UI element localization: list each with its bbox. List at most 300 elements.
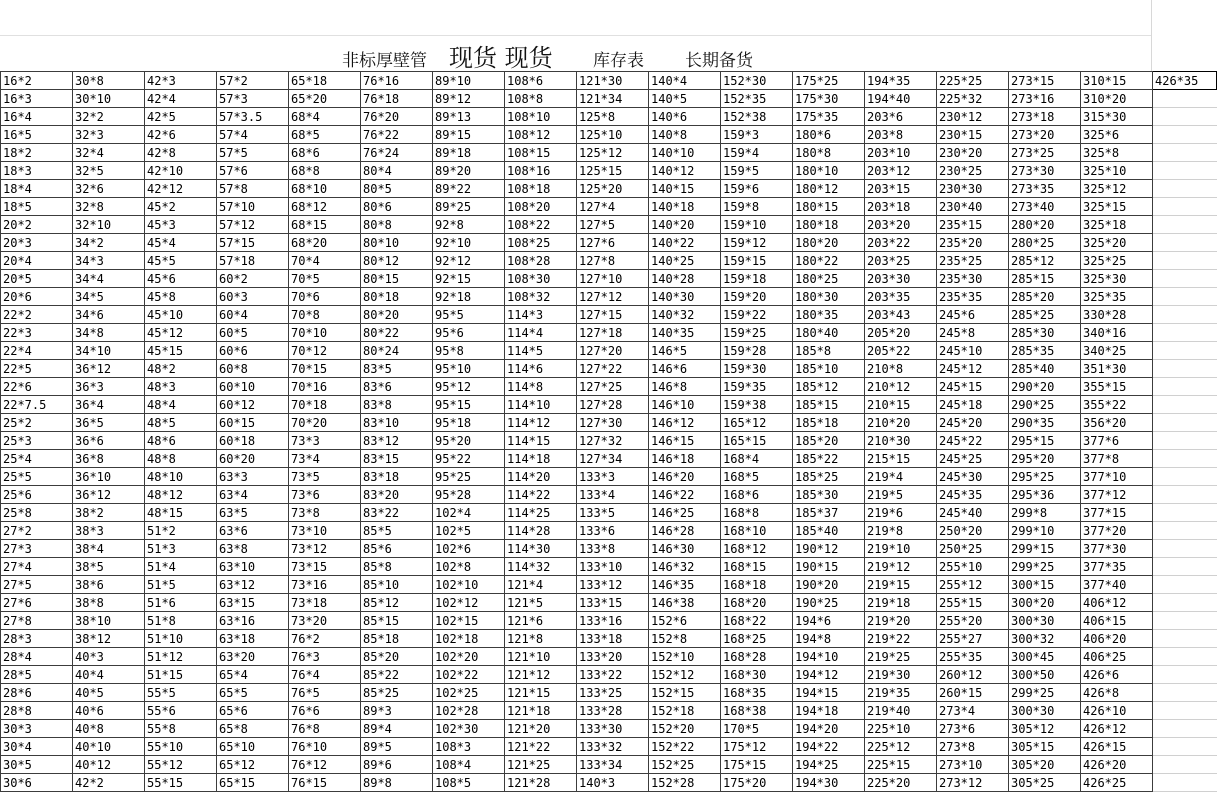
table-cell[interactable]: 36*10 [73, 468, 145, 486]
table-cell[interactable]: 32*6 [73, 180, 145, 198]
table-cell[interactable]: 285*20 [1009, 288, 1081, 306]
table-cell[interactable]: 34*2 [73, 234, 145, 252]
table-cell[interactable]: 133*10 [577, 558, 649, 576]
table-cell[interactable]: 95*5 [433, 306, 505, 324]
table-cell[interactable]: 16*3 [1, 90, 73, 108]
table-cell[interactable]: 85*20 [361, 648, 433, 666]
table-cell[interactable]: 203*10 [865, 144, 937, 162]
empty-cell[interactable] [1153, 738, 1217, 756]
table-cell[interactable]: 406*25 [1081, 648, 1153, 666]
table-cell[interactable]: 159*12 [721, 234, 793, 252]
table-cell[interactable]: 57*3.5 [217, 108, 289, 126]
table-cell[interactable]: 305*12 [1009, 720, 1081, 738]
table-cell[interactable]: 377*6 [1081, 432, 1153, 450]
table-cell[interactable]: 85*5 [361, 522, 433, 540]
table-cell[interactable]: 190*25 [793, 594, 865, 612]
empty-cell[interactable] [1153, 216, 1217, 234]
table-cell[interactable]: 48*6 [145, 432, 217, 450]
table-cell[interactable]: 230*25 [937, 162, 1009, 180]
table-cell[interactable]: 114*30 [505, 540, 577, 558]
table-cell[interactable]: 85*8 [361, 558, 433, 576]
empty-cell[interactable] [1153, 774, 1217, 792]
table-cell[interactable]: 30*6 [1, 774, 73, 792]
table-cell[interactable]: 235*25 [937, 252, 1009, 270]
table-cell[interactable]: 38*2 [73, 504, 145, 522]
table-cell[interactable]: 108*18 [505, 180, 577, 198]
table-cell[interactable]: 299*25 [1009, 684, 1081, 702]
table-cell[interactable]: 38*12 [73, 630, 145, 648]
table-cell[interactable]: 65*20 [289, 90, 361, 108]
empty-cell[interactable] [1153, 576, 1217, 594]
table-cell[interactable]: 205*22 [865, 342, 937, 360]
table-cell[interactable]: 65*4 [217, 666, 289, 684]
table-cell[interactable]: 27*6 [1, 594, 73, 612]
table-cell[interactable]: 406*12 [1081, 594, 1153, 612]
table-cell[interactable]: 168*15 [721, 558, 793, 576]
table-cell[interactable]: 250*20 [937, 522, 1009, 540]
table-cell[interactable]: 295*25 [1009, 468, 1081, 486]
table-cell[interactable]: 45*3 [145, 216, 217, 234]
table-cell[interactable]: 80*24 [361, 342, 433, 360]
table-cell[interactable]: 273*15 [1009, 72, 1081, 90]
table-cell[interactable]: 73*10 [289, 522, 361, 540]
table-cell[interactable]: 65*5 [217, 684, 289, 702]
table-cell[interactable]: 48*15 [145, 504, 217, 522]
table-cell[interactable]: 146*8 [649, 378, 721, 396]
table-cell[interactable]: 48*3 [145, 378, 217, 396]
table-cell[interactable]: 57*2 [217, 72, 289, 90]
table-cell[interactable]: 30*8 [73, 72, 145, 90]
table-cell[interactable]: 18*2 [1, 144, 73, 162]
table-cell[interactable]: 255*20 [937, 612, 1009, 630]
table-cell[interactable]: 245*12 [937, 360, 1009, 378]
table-cell[interactable]: 22*3 [1, 324, 73, 342]
table-cell[interactable]: 127*25 [577, 378, 649, 396]
empty-cell[interactable] [1153, 396, 1217, 414]
table-cell[interactable]: 210*15 [865, 396, 937, 414]
table-cell[interactable]: 168*6 [721, 486, 793, 504]
table-cell[interactable]: 225*32 [937, 90, 1009, 108]
table-cell[interactable]: 159*4 [721, 144, 793, 162]
table-cell[interactable]: 194*25 [793, 756, 865, 774]
table-cell[interactable]: 203*30 [865, 270, 937, 288]
table-cell[interactable]: 426*12 [1081, 720, 1153, 738]
table-cell[interactable]: 83*8 [361, 396, 433, 414]
table-cell[interactable]: 51*15 [145, 666, 217, 684]
table-cell[interactable]: 273*16 [1009, 90, 1081, 108]
table-cell[interactable]: 133*30 [577, 720, 649, 738]
table-cell[interactable]: 89*15 [433, 126, 505, 144]
table-cell[interactable]: 285*35 [1009, 342, 1081, 360]
table-cell[interactable]: 70*6 [289, 288, 361, 306]
table-cell[interactable]: 65*8 [217, 720, 289, 738]
table-cell[interactable]: 180*22 [793, 252, 865, 270]
empty-cell[interactable] [1153, 378, 1217, 396]
table-cell[interactable]: 28*8 [1, 702, 73, 720]
table-cell[interactable]: 194*15 [793, 684, 865, 702]
table-cell[interactable]: 146*6 [649, 360, 721, 378]
table-cell[interactable]: 108*28 [505, 252, 577, 270]
table-cell[interactable]: 85*6 [361, 540, 433, 558]
table-cell[interactable]: 63*4 [217, 486, 289, 504]
empty-cell[interactable] [1153, 414, 1217, 432]
table-cell[interactable]: 175*30 [793, 90, 865, 108]
table-cell[interactable]: 89*12 [433, 90, 505, 108]
table-cell[interactable]: 42*3 [145, 72, 217, 90]
table-cell[interactable]: 194*20 [793, 720, 865, 738]
table-cell[interactable]: 245*30 [937, 468, 1009, 486]
table-cell[interactable]: 48*5 [145, 414, 217, 432]
table-cell[interactable]: 114*20 [505, 468, 577, 486]
table-cell[interactable]: 83*20 [361, 486, 433, 504]
table-cell[interactable]: 20*4 [1, 252, 73, 270]
table-cell[interactable]: 159*22 [721, 306, 793, 324]
table-cell[interactable]: 159*10 [721, 216, 793, 234]
table-cell[interactable]: 180*40 [793, 324, 865, 342]
table-cell[interactable]: 85*22 [361, 666, 433, 684]
table-cell[interactable]: 102*28 [433, 702, 505, 720]
table-cell[interactable]: 30*4 [1, 738, 73, 756]
table-cell[interactable]: 146*12 [649, 414, 721, 432]
table-cell[interactable]: 28*4 [1, 648, 73, 666]
table-cell[interactable]: 168*10 [721, 522, 793, 540]
table-cell[interactable]: 190*20 [793, 576, 865, 594]
table-cell[interactable]: 285*30 [1009, 324, 1081, 342]
table-cell[interactable]: 146*30 [649, 540, 721, 558]
table-cell[interactable]: 60*20 [217, 450, 289, 468]
table-cell[interactable]: 40*5 [73, 684, 145, 702]
table-cell[interactable]: 63*3 [217, 468, 289, 486]
table-cell[interactable]: 377*15 [1081, 504, 1153, 522]
table-cell[interactable]: 203*35 [865, 288, 937, 306]
empty-cell[interactable] [1153, 288, 1217, 306]
table-cell[interactable]: 194*40 [865, 90, 937, 108]
table-cell[interactable]: 205*20 [865, 324, 937, 342]
table-cell[interactable]: 152*25 [649, 756, 721, 774]
table-cell[interactable]: 159*35 [721, 378, 793, 396]
table-cell[interactable]: 65*15 [217, 774, 289, 792]
table-cell[interactable]: 159*15 [721, 252, 793, 270]
table-cell[interactable]: 140*18 [649, 198, 721, 216]
table-cell[interactable]: 70*16 [289, 378, 361, 396]
table-cell[interactable]: 121*5 [505, 594, 577, 612]
table-cell[interactable]: 76*4 [289, 666, 361, 684]
table-cell[interactable]: 76*22 [361, 126, 433, 144]
table-cell[interactable]: 89*3 [361, 702, 433, 720]
table-cell[interactable]: 65*12 [217, 756, 289, 774]
table-cell[interactable]: 290*20 [1009, 378, 1081, 396]
table-cell[interactable]: 80*8 [361, 216, 433, 234]
table-cell[interactable]: 108*20 [505, 198, 577, 216]
table-cell[interactable]: 377*8 [1081, 450, 1153, 468]
table-cell[interactable]: 108*16 [505, 162, 577, 180]
empty-cell[interactable] [1153, 630, 1217, 648]
table-cell[interactable]: 175*25 [793, 72, 865, 90]
table-cell[interactable]: 68*10 [289, 180, 361, 198]
table-cell[interactable]: 245*20 [937, 414, 1009, 432]
table-cell[interactable]: 180*18 [793, 216, 865, 234]
table-cell[interactable]: 102*4 [433, 504, 505, 522]
table-cell[interactable]: 180*15 [793, 198, 865, 216]
table-cell[interactable]: 28*6 [1, 684, 73, 702]
table-cell[interactable]: 146*15 [649, 432, 721, 450]
table-cell[interactable]: 20*5 [1, 270, 73, 288]
table-cell[interactable]: 127*6 [577, 234, 649, 252]
table-cell[interactable]: 152*22 [649, 738, 721, 756]
table-cell[interactable]: 80*12 [361, 252, 433, 270]
table-cell[interactable]: 295*36 [1009, 486, 1081, 504]
table-cell[interactable]: 60*2 [217, 270, 289, 288]
table-cell[interactable]: 377*35 [1081, 558, 1153, 576]
table-cell[interactable]: 76*12 [289, 756, 361, 774]
table-cell[interactable]: 152*15 [649, 684, 721, 702]
table-cell[interactable]: 76*18 [361, 90, 433, 108]
table-cell[interactable]: 95*22 [433, 450, 505, 468]
table-cell[interactable]: 225*20 [865, 774, 937, 792]
empty-cell[interactable] [1153, 612, 1217, 630]
table-cell[interactable]: 299*10 [1009, 522, 1081, 540]
table-cell[interactable]: 168*38 [721, 702, 793, 720]
table-cell[interactable]: 70*8 [289, 306, 361, 324]
table-cell[interactable]: 219*25 [865, 648, 937, 666]
table-cell[interactable]: 80*6 [361, 198, 433, 216]
table-cell[interactable]: 133*25 [577, 684, 649, 702]
table-cell[interactable]: 210*20 [865, 414, 937, 432]
table-cell[interactable]: 73*16 [289, 576, 361, 594]
empty-cell[interactable] [1153, 144, 1217, 162]
table-cell[interactable]: 325*12 [1081, 180, 1153, 198]
table-cell[interactable]: 133*5 [577, 504, 649, 522]
empty-cell[interactable] [1153, 198, 1217, 216]
table-cell[interactable]: 65*18 [289, 72, 361, 90]
table-cell[interactable]: 114*5 [505, 342, 577, 360]
table-cell[interactable]: 68*8 [289, 162, 361, 180]
table-cell[interactable]: 159*5 [721, 162, 793, 180]
table-cell[interactable]: 245*18 [937, 396, 1009, 414]
table-cell[interactable]: 215*15 [865, 450, 937, 468]
table-cell[interactable]: 325*18 [1081, 216, 1153, 234]
table-cell[interactable]: 80*18 [361, 288, 433, 306]
table-cell[interactable]: 76*10 [289, 738, 361, 756]
table-cell[interactable]: 203*22 [865, 234, 937, 252]
table-cell[interactable]: 140*25 [649, 252, 721, 270]
table-cell[interactable]: 36*3 [73, 378, 145, 396]
table-cell[interactable]: 159*30 [721, 360, 793, 378]
table-cell[interactable]: 63*5 [217, 504, 289, 522]
table-cell[interactable]: 255*10 [937, 558, 1009, 576]
table-cell[interactable]: 80*15 [361, 270, 433, 288]
table-cell[interactable]: 73*12 [289, 540, 361, 558]
table-cell[interactable]: 27*4 [1, 558, 73, 576]
table-cell[interactable]: 68*20 [289, 234, 361, 252]
table-cell[interactable]: 51*10 [145, 630, 217, 648]
table-cell[interactable]: 102*6 [433, 540, 505, 558]
empty-cell[interactable] [1153, 432, 1217, 450]
table-cell[interactable]: 63*12 [217, 576, 289, 594]
table-cell[interactable]: 273*25 [1009, 144, 1081, 162]
table-cell[interactable]: 185*25 [793, 468, 865, 486]
table-cell[interactable]: 168*8 [721, 504, 793, 522]
table-cell[interactable]: 102*18 [433, 630, 505, 648]
table-cell[interactable]: 185*8 [793, 342, 865, 360]
table-cell[interactable]: 76*2 [289, 630, 361, 648]
table-cell[interactable]: 235*30 [937, 270, 1009, 288]
table-cell[interactable]: 51*2 [145, 522, 217, 540]
table-cell[interactable]: 165*12 [721, 414, 793, 432]
table-cell[interactable]: 426*10 [1081, 702, 1153, 720]
table-cell[interactable]: 92*18 [433, 288, 505, 306]
table-cell[interactable]: 68*15 [289, 216, 361, 234]
table-cell[interactable]: 45*15 [145, 342, 217, 360]
table-cell[interactable]: 108*15 [505, 144, 577, 162]
table-cell[interactable]: 273*30 [1009, 162, 1081, 180]
table-cell[interactable]: 300*45 [1009, 648, 1081, 666]
table-cell[interactable]: 127*20 [577, 342, 649, 360]
table-cell[interactable]: 92*12 [433, 252, 505, 270]
table-cell[interactable]: 20*6 [1, 288, 73, 306]
empty-cell[interactable] [1153, 324, 1217, 342]
table-cell[interactable]: 28*3 [1, 630, 73, 648]
table-cell[interactable]: 57*15 [217, 234, 289, 252]
table-cell[interactable]: 73*6 [289, 486, 361, 504]
table-cell[interactable]: 32*10 [73, 216, 145, 234]
table-cell[interactable]: 27*3 [1, 540, 73, 558]
table-cell[interactable]: 426*20 [1081, 756, 1153, 774]
table-cell[interactable]: 121*22 [505, 738, 577, 756]
table-cell[interactable]: 230*40 [937, 198, 1009, 216]
table-cell[interactable]: 219*12 [865, 558, 937, 576]
empty-cell[interactable] [1153, 648, 1217, 666]
table-cell[interactable]: 225*10 [865, 720, 937, 738]
table-cell[interactable]: 125*15 [577, 162, 649, 180]
table-cell[interactable]: 245*35 [937, 486, 1009, 504]
table-cell[interactable]: 127*12 [577, 288, 649, 306]
table-cell[interactable]: 152*10 [649, 648, 721, 666]
table-cell[interactable]: 127*18 [577, 324, 649, 342]
table-cell[interactable]: 219*6 [865, 504, 937, 522]
table-cell[interactable]: 146*18 [649, 450, 721, 468]
table-cell[interactable]: 140*35 [649, 324, 721, 342]
table-cell[interactable]: 95*12 [433, 378, 505, 396]
table-cell[interactable]: 152*28 [649, 774, 721, 792]
table-cell[interactable]: 127*15 [577, 306, 649, 324]
table-cell[interactable]: 219*35 [865, 684, 937, 702]
table-cell[interactable]: 114*15 [505, 432, 577, 450]
table-cell[interactable]: 180*10 [793, 162, 865, 180]
table-cell[interactable]: 245*22 [937, 432, 1009, 450]
table-cell[interactable]: 133*4 [577, 486, 649, 504]
table-cell[interactable]: 92*15 [433, 270, 505, 288]
table-cell[interactable]: 159*28 [721, 342, 793, 360]
table-cell[interactable]: 102*15 [433, 612, 505, 630]
table-cell[interactable]: 146*22 [649, 486, 721, 504]
table-cell[interactable]: 140*6 [649, 108, 721, 126]
table-cell[interactable]: 85*15 [361, 612, 433, 630]
table-cell[interactable]: 203*25 [865, 252, 937, 270]
table-cell[interactable]: 230*12 [937, 108, 1009, 126]
table-cell[interactable]: 60*3 [217, 288, 289, 306]
table-cell[interactable]: 108*22 [505, 216, 577, 234]
table-cell[interactable]: 36*12 [73, 486, 145, 504]
table-cell[interactable]: 42*5 [145, 108, 217, 126]
table-cell[interactable]: 57*6 [217, 162, 289, 180]
table-cell[interactable]: 108*5 [433, 774, 505, 792]
table-cell[interactable]: 20*3 [1, 234, 73, 252]
table-cell[interactable]: 168*28 [721, 648, 793, 666]
table-cell[interactable]: 133*28 [577, 702, 649, 720]
table-cell[interactable]: 89*20 [433, 162, 505, 180]
table-cell[interactable]: 80*5 [361, 180, 433, 198]
table-cell[interactable]: 121*20 [505, 720, 577, 738]
table-cell[interactable]: 300*15 [1009, 576, 1081, 594]
table-cell[interactable]: 95*15 [433, 396, 505, 414]
table-cell[interactable]: 168*22 [721, 612, 793, 630]
table-cell[interactable]: 203*20 [865, 216, 937, 234]
table-cell[interactable]: 152*6 [649, 612, 721, 630]
table-cell[interactable]: 330*28 [1081, 306, 1153, 324]
table-cell[interactable]: 76*16 [361, 72, 433, 90]
table-cell[interactable]: 48*10 [145, 468, 217, 486]
table-cell[interactable]: 140*22 [649, 234, 721, 252]
table-cell[interactable]: 152*12 [649, 666, 721, 684]
table-cell[interactable]: 102*10 [433, 576, 505, 594]
table-cell[interactable]: 325*8 [1081, 144, 1153, 162]
table-cell[interactable]: 245*25 [937, 450, 1009, 468]
table-cell[interactable]: 273*8 [937, 738, 1009, 756]
table-cell[interactable]: 219*20 [865, 612, 937, 630]
table-cell[interactable]: 219*22 [865, 630, 937, 648]
table-cell[interactable]: 76*8 [289, 720, 361, 738]
table-cell[interactable]: 22*5 [1, 360, 73, 378]
table-cell[interactable]: 18*5 [1, 198, 73, 216]
table-cell[interactable]: 170*5 [721, 720, 793, 738]
table-cell[interactable]: 140*20 [649, 216, 721, 234]
table-cell[interactable]: 377*30 [1081, 540, 1153, 558]
table-cell[interactable]: 300*20 [1009, 594, 1081, 612]
table-cell[interactable]: 89*5 [361, 738, 433, 756]
table-cell[interactable]: 168*30 [721, 666, 793, 684]
table-cell[interactable]: 185*10 [793, 360, 865, 378]
table-cell[interactable]: 194*6 [793, 612, 865, 630]
table-cell[interactable]: 34*8 [73, 324, 145, 342]
table-cell[interactable]: 45*12 [145, 324, 217, 342]
table-cell[interactable]: 121*28 [505, 774, 577, 792]
empty-cell[interactable] [1153, 702, 1217, 720]
table-cell[interactable]: 180*8 [793, 144, 865, 162]
empty-cell[interactable] [1153, 450, 1217, 468]
table-cell[interactable]: 300*30 [1009, 612, 1081, 630]
table-cell[interactable]: 22*2 [1, 306, 73, 324]
table-cell[interactable]: 51*8 [145, 612, 217, 630]
table-cell[interactable]: 25*2 [1, 414, 73, 432]
table-cell[interactable]: 225*12 [865, 738, 937, 756]
table-cell[interactable]: 20*2 [1, 216, 73, 234]
table-cell[interactable]: 83*22 [361, 504, 433, 522]
table-cell[interactable]: 190*12 [793, 540, 865, 558]
table-cell[interactable]: 210*30 [865, 432, 937, 450]
table-cell[interactable]: 65*10 [217, 738, 289, 756]
table-cell[interactable]: 325*10 [1081, 162, 1153, 180]
table-cell[interactable]: 235*20 [937, 234, 1009, 252]
table-cell[interactable]: 125*8 [577, 108, 649, 126]
table-cell[interactable]: 133*32 [577, 738, 649, 756]
table-cell[interactable]: 406*15 [1081, 612, 1153, 630]
table-cell[interactable]: 45*2 [145, 198, 217, 216]
table-cell[interactable]: 219*10 [865, 540, 937, 558]
table-cell[interactable]: 203*6 [865, 108, 937, 126]
table-cell[interactable]: 168*5 [721, 468, 793, 486]
table-cell[interactable]: 295*20 [1009, 450, 1081, 468]
